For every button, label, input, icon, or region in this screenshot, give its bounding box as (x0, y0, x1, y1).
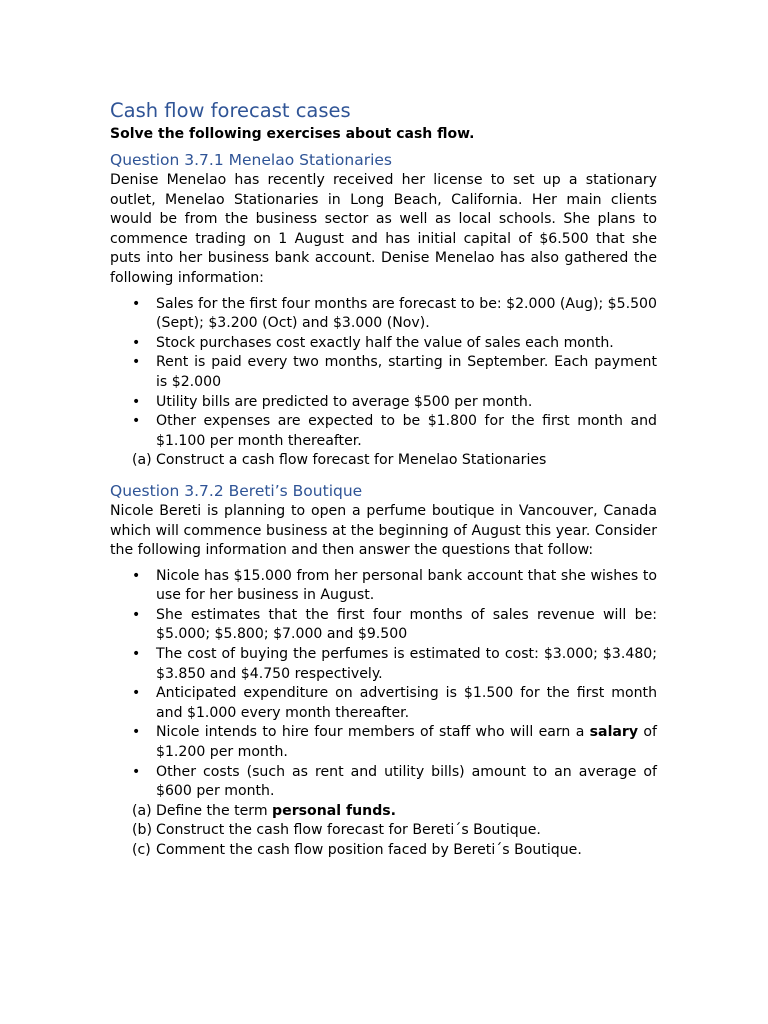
task-item (110, 802, 657, 822)
bullet-icon: • (132, 606, 141, 623)
list-item (110, 763, 657, 802)
document-page (110, 98, 657, 871)
question-1-bullet-list (110, 295, 657, 452)
list-item-text: The cost of buying the perfumes is estimated to cost: $3.000; $3.480; $3.850 and $4.750 respectively. (156, 646, 657, 682)
bullet-icon: • (132, 334, 141, 351)
task-item (110, 821, 657, 841)
list-item-text: Sales for the first four months are forecast to be: $2.000 (Aug); $5.500 (Sept); $3.200 (Oct) and $3.000 (Nov). (156, 295, 657, 332)
task-bold-term: personal funds. (272, 802, 397, 819)
question-1-task-list (110, 451, 657, 471)
task-text: Construct a cash flow forecast for Menelao Stationaries (156, 452, 547, 469)
task-item (110, 451, 657, 471)
list-item-text-before: Nicole intends to hire four members of staff who will earn a (156, 724, 590, 741)
task-marker: (b) (132, 822, 152, 839)
bullet-icon: • (132, 354, 141, 371)
list-item (110, 295, 657, 334)
question-1-intro: Denise Menelao has recently received her license to set up a stationary outlet, Menelao Stationaries in Long Beach, California. Her main clients would be from the business sector as well as local schools. She plans to commence trading on 1 August and has initial capital of $6.500 that she puts into her business bank account. Denise Menelao has also gathered the following information: (110, 172, 657, 286)
list-item-text: Utility bills are predicted to average $500 per month. (156, 393, 533, 410)
page-subtitle: Solve the following exercises about cash flow. (110, 126, 475, 142)
bullet-icon: • (132, 295, 141, 312)
list-item-text: Nicole has $15.000 from her personal bank account that she wishes to use for her business in August. (156, 567, 657, 604)
bullet-icon: • (132, 685, 141, 702)
task-text: Construct the cash flow forecast for Bereti´s Boutique. (156, 822, 541, 839)
question-2-bullet-list (110, 567, 657, 802)
list-item (110, 606, 657, 645)
list-item (110, 393, 657, 413)
list-item (110, 567, 657, 606)
question-2-task-list (110, 802, 657, 861)
bullet-icon: • (132, 724, 141, 741)
list-item-text: Other costs (such as rent and utility bills) amount to an average of $600 per month. (156, 763, 657, 800)
list-item (110, 645, 657, 684)
list-item (110, 412, 657, 451)
list-item (110, 723, 657, 762)
task-text: Comment the cash flow position faced by Bereti´s Boutique. (156, 842, 582, 858)
question-2-section (110, 481, 657, 861)
task-marker: (a) (132, 802, 152, 819)
bullet-icon: • (132, 567, 141, 584)
task-marker: (a) (132, 452, 152, 469)
list-item-bold-term: salary (589, 724, 639, 741)
list-item-text: Other expenses are expected to be $1.800 for the first month and $1.100 per month thereafter. (156, 413, 657, 449)
list-item-text: Rent is paid every two months, starting in September. Each payment is $2.000 (156, 354, 657, 390)
bullet-icon: • (132, 646, 141, 663)
question-2-intro: Nicole Bereti is planning to open a perfume boutique in Vancouver, Canada which will commence business at the beginning of August this year. Consider the following information and then answer the questions that follow: (110, 502, 657, 559)
bullet-icon: • (132, 413, 141, 430)
page-title: Cash flow forecast cases (110, 99, 351, 122)
list-item-text: She estimates that the first four months of sales revenue will be: $5.000; $5.800; $7.000 and $9.500 (156, 606, 657, 643)
list-item (110, 353, 657, 392)
list-item (110, 334, 657, 354)
question-1-heading: Question 3.7.1 Menelao Stationaries (110, 151, 392, 169)
list-item-text-after: of $1.200 per month. (156, 724, 657, 761)
question-2-heading: Question 3.7.2 Bereti’s Boutique (110, 481, 363, 500)
list-item (110, 684, 657, 723)
task-text-before: Define the term (156, 802, 273, 819)
bullet-icon: • (132, 393, 141, 410)
task-item (110, 841, 657, 861)
task-marker: (c) (132, 842, 151, 858)
list-item-text: Stock purchases cost exactly half the value of sales each month. (156, 334, 614, 351)
question-1-section (110, 150, 657, 471)
list-item-text: Anticipated expenditure on advertising is $1.500 for the first month and $1.000 every month thereafter. (156, 685, 657, 721)
bullet-icon: • (132, 763, 141, 780)
